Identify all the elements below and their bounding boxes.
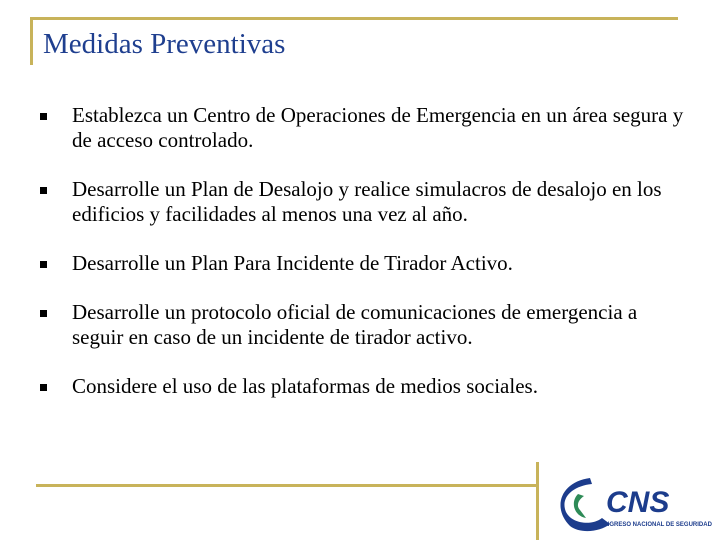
list-item <box>40 300 690 350</box>
list-item <box>40 103 690 153</box>
bullet-text: Desarrolle un Plan Para Incidente de Tirador Activo. <box>72 251 513 275</box>
square-bullet-icon <box>40 113 47 120</box>
bullet-list <box>40 103 690 423</box>
square-bullet-icon <box>40 310 47 317</box>
square-bullet-icon <box>40 384 47 391</box>
list-item <box>40 374 690 399</box>
logo-subtitle: CONGRESO NACIONAL DE SEGURIDAD <box>596 522 712 528</box>
square-bullet-icon <box>40 261 47 268</box>
list-item <box>40 177 690 227</box>
square-bullet-icon <box>40 187 47 194</box>
bullet-text: Considere el uso de las plataformas de medios sociales. <box>72 374 538 398</box>
logo-swoosh-accent-icon <box>574 494 586 518</box>
cns-logo <box>550 468 720 538</box>
bullet-text: Desarrolle un protocolo oficial de comunicaciones de emergencia a seguir en caso de un incidente de tirador activo. <box>72 300 638 349</box>
bullet-text: Establezca un Centro de Operaciones de Emergencia en un área segura y de acceso controlado. <box>72 103 684 152</box>
footer-vertical-divider <box>536 462 539 540</box>
list-item <box>40 251 690 276</box>
logo-acronym: CNS <box>606 486 670 519</box>
slide-title: Medidas Preventivas <box>43 28 286 60</box>
footer-divider <box>36 484 536 487</box>
bullet-text: Desarrolle un Plan de Desalojo y realice simulacros de desalojo en los edificios y facilidades al menos una vez al año. <box>72 177 662 226</box>
